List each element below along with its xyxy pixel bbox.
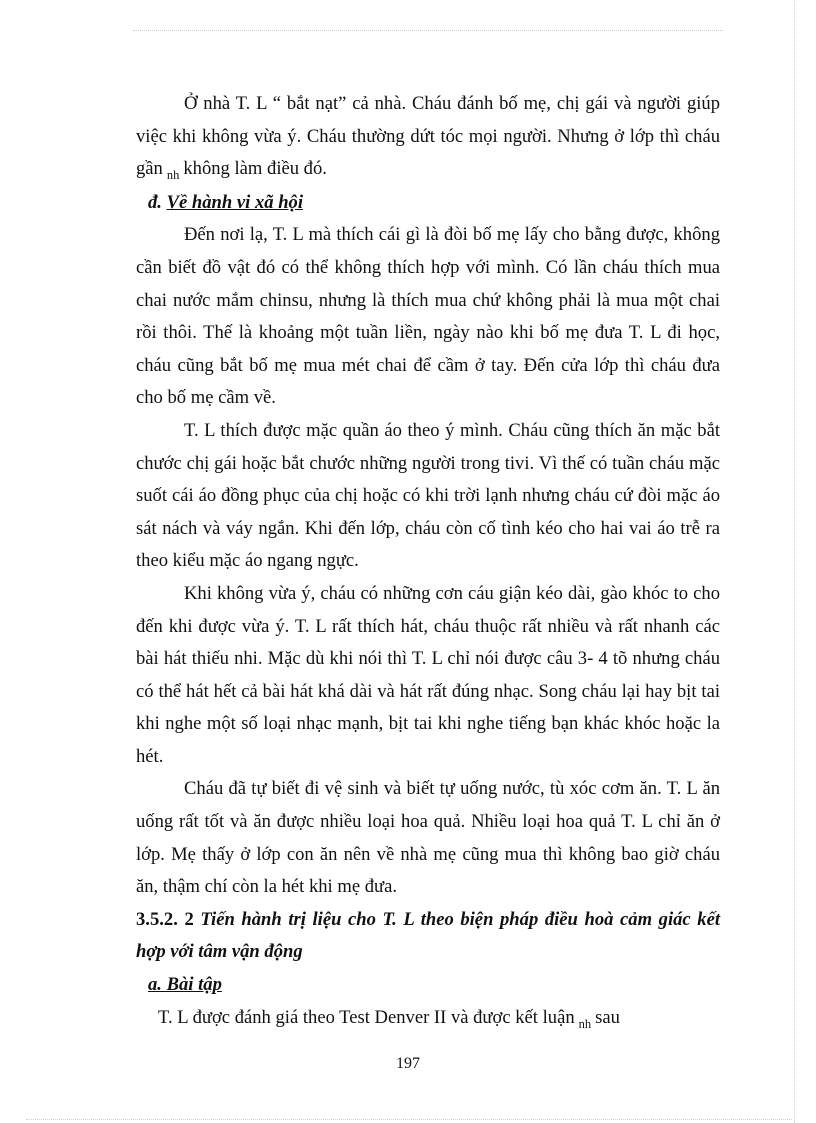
- body-text: [136, 88, 720, 1035]
- paragraph-home-behavior: Ở nhà T. L “ bắt nạt” cả nhà. Cháu đánh bố mẹ, chị gái và người giúp việc khi không vừa ý. Cháu thường dứt tóc mọi người. Nhưng ở lớp thì cháu gần $_{nh}$ không làm điều đó.: [136, 93, 720, 183]
- paragraph-clothing: T. L thích được mặc quần áo theo ý mình. Cháu cũng thích ăn mặc bắt chước chị gái hoặc bắt chước những người trong tivi. Vì thế có tuần cháu mặc suốt cái áo đồng phục của chị hoặc có khi trời lạnh nhưng cháu cứ đòi mặc áo sát nách và váy ngắn. Khi đến lớp, cháu còn cố tình kéo cho hai vai áo trễ ra theo kiểu mặc áo ngang ngực.: [136, 419, 720, 572]
- page-border-top: [133, 30, 723, 31]
- paragraph-tantrums-singing: Khi không vừa ý, cháu có những cơn cáu giận kéo dài, gào khóc to cho đến khi được vừa ý. T. L rất thích hát, cháu thuộc rất nhiều và rất nhanh các bài hát thiếu nhi. Mặc dù khi nói thì T. L chỉ nói được câu 3- 4 tõ nhưng cháu có thể hát hết cả bài hát khá dài và hát rất đúng nhạc. Song cháu lại hay bịt tai khi nghe một số loại nhạc mạnh, bịt tai khi nghe tiếng bạn khác khóc hoặc la hét.: [136, 582, 720, 767]
- page-number: 197: [396, 1055, 420, 1072]
- page-border-right: [794, 0, 795, 1123]
- section-heading: 3.5.2. 2 Tiến hành trị liệu cho T. L theo biện pháp điều hoà cảm giác kết hợp với tâm vận động: [136, 908, 720, 963]
- heading-social-behavior: đ. Về hành vi xã hội: [148, 191, 303, 213]
- subscript-fragment: nh: [578, 1016, 592, 1031]
- paragraph-self-care: Cháu đã tự biết đi vệ sinh và biết tự uống nước, tù xóc cơm ăn. T. L ăn uống rất tốt và ăn được nhiều loại hoa quả. Nhiều loại hoa quả T. L chỉ ăn ở lớp. Mẹ thấy ở lớp con ăn nên về nhà mẹ cũng mua thì không bao giờ cháu ăn, thậm chí còn la hét khi mẹ đưa.: [136, 778, 720, 898]
- subscript-fragment: nh: [166, 168, 180, 183]
- paragraph-new-places: Đến nơi lạ, T. L mà thích cái gì là đòi bố mẹ lấy cho bằng được, không cần biết đồ vật đó có thể không thích hợp với mình. Có lần cháu thích mua chai nước mắm chinsu, nhưng là thích mua chứ không phải là mua một chai rồi thôi. Thế là khoảng một tuần liền, ngày nào khi bố mẹ đưa T. L đi học, cháu cũng bắt bố mẹ mua mét chai để cầm ở tay. Đến cửa lớp thì cháu đưa cho bố mẹ cầm về.: [136, 224, 720, 409]
- page-border-bottom: [26, 1119, 792, 1120]
- paragraph-denver-test: T. L được đánh giá theo Test Denver II và được kết luận $_{nh}$ sau: [158, 1006, 620, 1031]
- heading-exercises: a. Bài tập: [148, 974, 222, 996]
